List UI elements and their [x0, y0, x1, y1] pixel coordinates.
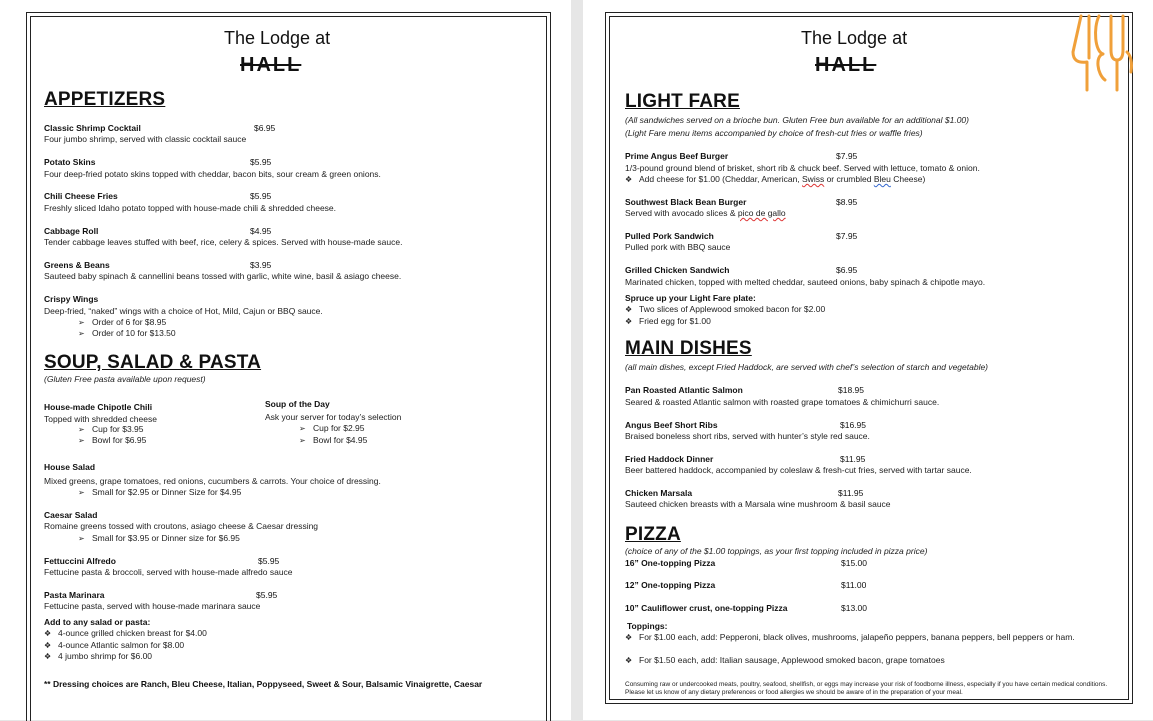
menu-item-description: Pulled pork with BBQ sauce — [625, 242, 731, 252]
menu-item-name: Fried Haddock Dinner — [625, 454, 714, 464]
diamond-bullet-icon: ❖ — [625, 175, 633, 184]
add-on-item: ❖ 4-ounce Atlantic salmon for $8.00 — [44, 640, 185, 650]
menu-item-description: Topped with shredded cheese — [44, 414, 157, 424]
menu-item-name: House-made Chipotle Chili — [44, 402, 153, 412]
section-heading-pizza: PIZZA — [625, 524, 681, 545]
diamond-bullet-icon: ❖ — [44, 641, 52, 650]
menu-item-description: Sauteed baby spinach & cannellini beans tossed with garlic, white wine, basil & asiago cheese. — [44, 271, 402, 281]
add-on-item: ❖ Fried egg for $1.00 — [625, 316, 711, 326]
arrow-bullet-icon: ➢ — [78, 329, 85, 338]
menu-item-price: $15.00 — [841, 558, 867, 568]
menu-item-description: Fettucine pasta, served with house-made marinara sauce — [44, 601, 261, 611]
menu-item-price: $11.00 — [841, 580, 867, 590]
menu-item-name: 12” One-topping Pizza — [625, 580, 716, 590]
arrow-bullet-icon: ➢ — [78, 425, 85, 434]
arrow-bullet-icon: ➢ — [78, 488, 85, 497]
section-note: (Light Fare menu items accompanied by choice of fresh-cut fries or waffle fries) — [625, 128, 923, 138]
menu-item-description: Romaine greens tossed with croutons, asiago cheese & Caesar dressing — [44, 521, 319, 531]
arrow-bullet-icon: ➢ — [78, 436, 85, 445]
menu-item-name: Pulled Pork Sandwich — [625, 231, 714, 241]
menu-item-description: Seared & roasted Atlantic salmon with roasted grape tomatoes & chimichurri sauce. — [625, 397, 940, 407]
menu-item-price: $6.95 — [836, 265, 858, 275]
topping-line: ❖ For $1.00 each, add: Pepperoni, black olives, mushrooms, jalapeño peppers, banana peppers, bell peppers or ham. — [625, 632, 1075, 642]
menu-item-price: $18.95 — [838, 385, 864, 395]
section-note: (all main dishes, except Fried Haddock, are served with chef’s selection of starch and vegetable) — [625, 362, 989, 372]
section-note: (Gluten Free pasta available upon request) — [44, 374, 206, 384]
food-safety-disclaimer: Consuming raw or undercooked meats, poultry, seafood, shellfish, or eggs may increase your risk of foodborne illness, especially if you have certain medical conditions. Please let us know of any dietary preferences or food allergies we should be aware of in the preparation of your meal. — [625, 681, 1108, 696]
diamond-bullet-icon: ❖ — [625, 656, 633, 665]
menu-item-name: Prime Angus Beef Burger — [625, 151, 729, 161]
topping-line: ❖ For $1.50 each, add: Italian sausage, Applewood smoked bacon, grape tomatoes — [625, 655, 945, 665]
menu-page-right — [583, 0, 1153, 720]
menu-item-price: $7.95 — [836, 231, 858, 241]
menu-item-price: $4.95 — [250, 226, 272, 236]
menu-item-price: $3.95 — [250, 260, 272, 270]
menu-item-name: Classic Shrimp Cocktail — [44, 123, 141, 133]
option-line: ➢ Bowl for $6.95 — [78, 435, 147, 445]
menu-item-name: Chicken Marsala — [625, 488, 693, 498]
menu-item-name: Cabbage Roll — [44, 226, 99, 236]
add-on-item: ❖ Two slices of Applewood smoked bacon for $2.00 — [625, 304, 826, 314]
section-note: (All sandwiches served on a brioche bun. Gluten Free bun available for an additional $1.00) — [625, 115, 969, 125]
section-heading-appetizers: APPETIZERS — [44, 89, 166, 110]
menu-item-description: Tender cabbage leaves stuffed with beef, rice, celery & spices. Served with house-made sauce. — [44, 237, 403, 247]
menu-item-price: $5.95 — [256, 590, 278, 600]
menu-item-description: Mixed greens, grape tomatoes, red onions, cucumbers & carrots. Your choice of dressing. — [44, 476, 381, 486]
menu-item-name: Pan Roasted Atlantic Salmon — [625, 385, 743, 395]
option-line: ➢ Small for $2.95 or Dinner Size for $4.95 — [78, 487, 242, 497]
menu-item-name: Chili Cheese Fries — [44, 191, 118, 201]
menu-item-name: 10” Cauliflower crust, one-topping Pizza — [625, 603, 788, 613]
menu-item-name: Southwest Black Bean Burger — [625, 197, 747, 207]
spruce-up-label: Spruce up your Light Fare plate: — [625, 293, 756, 303]
diamond-bullet-icon: ❖ — [625, 305, 633, 314]
toppings-label: Toppings: — [627, 621, 668, 631]
option-line: ➢ Cup for $3.95 — [78, 424, 144, 434]
menu-item-description: Deep-fried, “naked” wings with a choice of Hot, Mild, Cajun or BBQ sauce. — [44, 306, 323, 316]
add-on-item: ❖ 4-ounce grilled chicken breast for $4.00 — [44, 628, 207, 638]
menu-item-description: Sauteed chicken breasts with a Marsala wine mushroom & basil sauce — [625, 499, 891, 509]
brand-title: The Lodge at — [801, 28, 908, 48]
diamond-bullet-icon: ❖ — [625, 633, 633, 642]
menu-item-description: Marinated chicken, topped with melted cheddar, sauteed onions, baby spinach & chipotle mayo. — [625, 277, 986, 287]
brand-logo: HALL — [240, 54, 302, 76]
menu-item-description: Served with avocado slices & pico de gallo — [625, 208, 786, 218]
menu-item-name: Angus Beef Short Ribs — [625, 420, 718, 430]
brand-logo: HALL — [815, 54, 877, 76]
menu-item-price: $5.95 — [258, 556, 280, 566]
dressing-note: ** Dressing choices are Ranch, Bleu Cheese, Italian, Poppyseed, Sweet & Sour, Balsamic Vinaigrette, Caesar — [44, 679, 483, 689]
menu-item-price: $16.95 — [840, 420, 866, 430]
menu-item-price: $5.95 — [250, 191, 272, 201]
option-line: ➢ Bowl for $4.95 — [299, 435, 368, 445]
menu-item-description: Four jumbo shrimp, served with classic cocktail sauce — [44, 134, 247, 144]
option-line: ➢ Small for $3.95 or Dinner size for $6.95 — [78, 533, 240, 543]
option-line: ➢ Cup for $2.95 — [299, 423, 365, 433]
arrow-bullet-icon: ➢ — [78, 318, 85, 327]
menu-item-name: Crispy Wings — [44, 294, 99, 304]
section-note: (choice of any of the $1.00 toppings, as your first topping included in pizza price) — [625, 546, 928, 556]
arrow-bullet-icon: ➢ — [299, 436, 306, 445]
menu-item-price: $13.00 — [841, 603, 867, 613]
diamond-bullet-icon: ❖ — [44, 652, 52, 661]
diamond-bullet-icon: ❖ — [44, 629, 52, 638]
add-on-item: ❖ 4 jumbo shrimp for $6.00 — [44, 651, 153, 661]
menu-item-name: Potato Skins — [44, 157, 96, 167]
menu-item-name: Fettuccini Alfredo — [44, 556, 116, 566]
menu-item-price: $8.95 — [836, 197, 858, 207]
menu-item-description: Braised boneless short ribs, served with hunter’s style red sauce. — [625, 431, 870, 441]
menu-item-price: $7.95 — [836, 151, 858, 161]
option-line: ❖ Add cheese for $1.00 (Cheddar, American, Swiss or crumbled Bleu Cheese) — [625, 174, 926, 184]
menu-item-description: Ask your server for today’s selection — [265, 412, 402, 422]
menu-item-description: Fettucine pasta & broccoli, served with house-made alfredo sauce — [44, 567, 293, 577]
section-heading-light-fare: LIGHT FARE — [625, 91, 740, 112]
section-heading-soup-salad-pasta: SOUP, SALAD & PASTA — [44, 352, 262, 373]
menu-item-name: 16” One-topping Pizza — [625, 558, 716, 568]
menu-item-name: Soup of the Day — [265, 399, 330, 409]
option-line: ➢ Order of 6 for $8.95 — [78, 317, 167, 327]
menu-item-name: House Salad — [44, 462, 96, 472]
menu-item-description: Freshly sliced Idaho potato topped with house-made chili & shredded cheese. — [44, 203, 337, 213]
section-heading-main-dishes: MAIN DISHES — [625, 338, 752, 359]
option-line: ➢ Order of 10 for $13.50 — [78, 328, 176, 338]
arrow-bullet-icon: ➢ — [78, 534, 85, 543]
menu-item-price: $6.95 — [254, 123, 276, 133]
menu-item-name: Caesar Salad — [44, 510, 98, 520]
menu-item-price: $5.95 — [250, 157, 272, 167]
menu-page-left — [0, 0, 571, 720]
menu-item-price: $11.95 — [840, 454, 866, 464]
menu-item-description: 1/3-pound ground blend of brisket, short rib & chuck beef. Served with lettuce, tomato & onion. — [625, 163, 980, 173]
menu-item-name: Greens & Beans — [44, 260, 110, 270]
menu-item-description: Four deep-fried potato skins topped with cheddar, bacon bits, sour cream & green onions. — [44, 169, 381, 179]
diamond-bullet-icon: ❖ — [625, 317, 633, 326]
arrow-bullet-icon: ➢ — [299, 424, 306, 433]
brand-title: The Lodge at — [224, 28, 331, 48]
menu-item-name: Grilled Chicken Sandwich — [625, 265, 730, 275]
menu-item-price: $11.95 — [838, 488, 864, 498]
menu-item-description: Beer battered haddock, accompanied by coleslaw & fresh-cut fries, served with tartar sauce. — [625, 465, 972, 475]
add-ons-label: Add to any salad or pasta: — [44, 617, 151, 627]
menu-item-name: Pasta Marinara — [44, 590, 105, 600]
